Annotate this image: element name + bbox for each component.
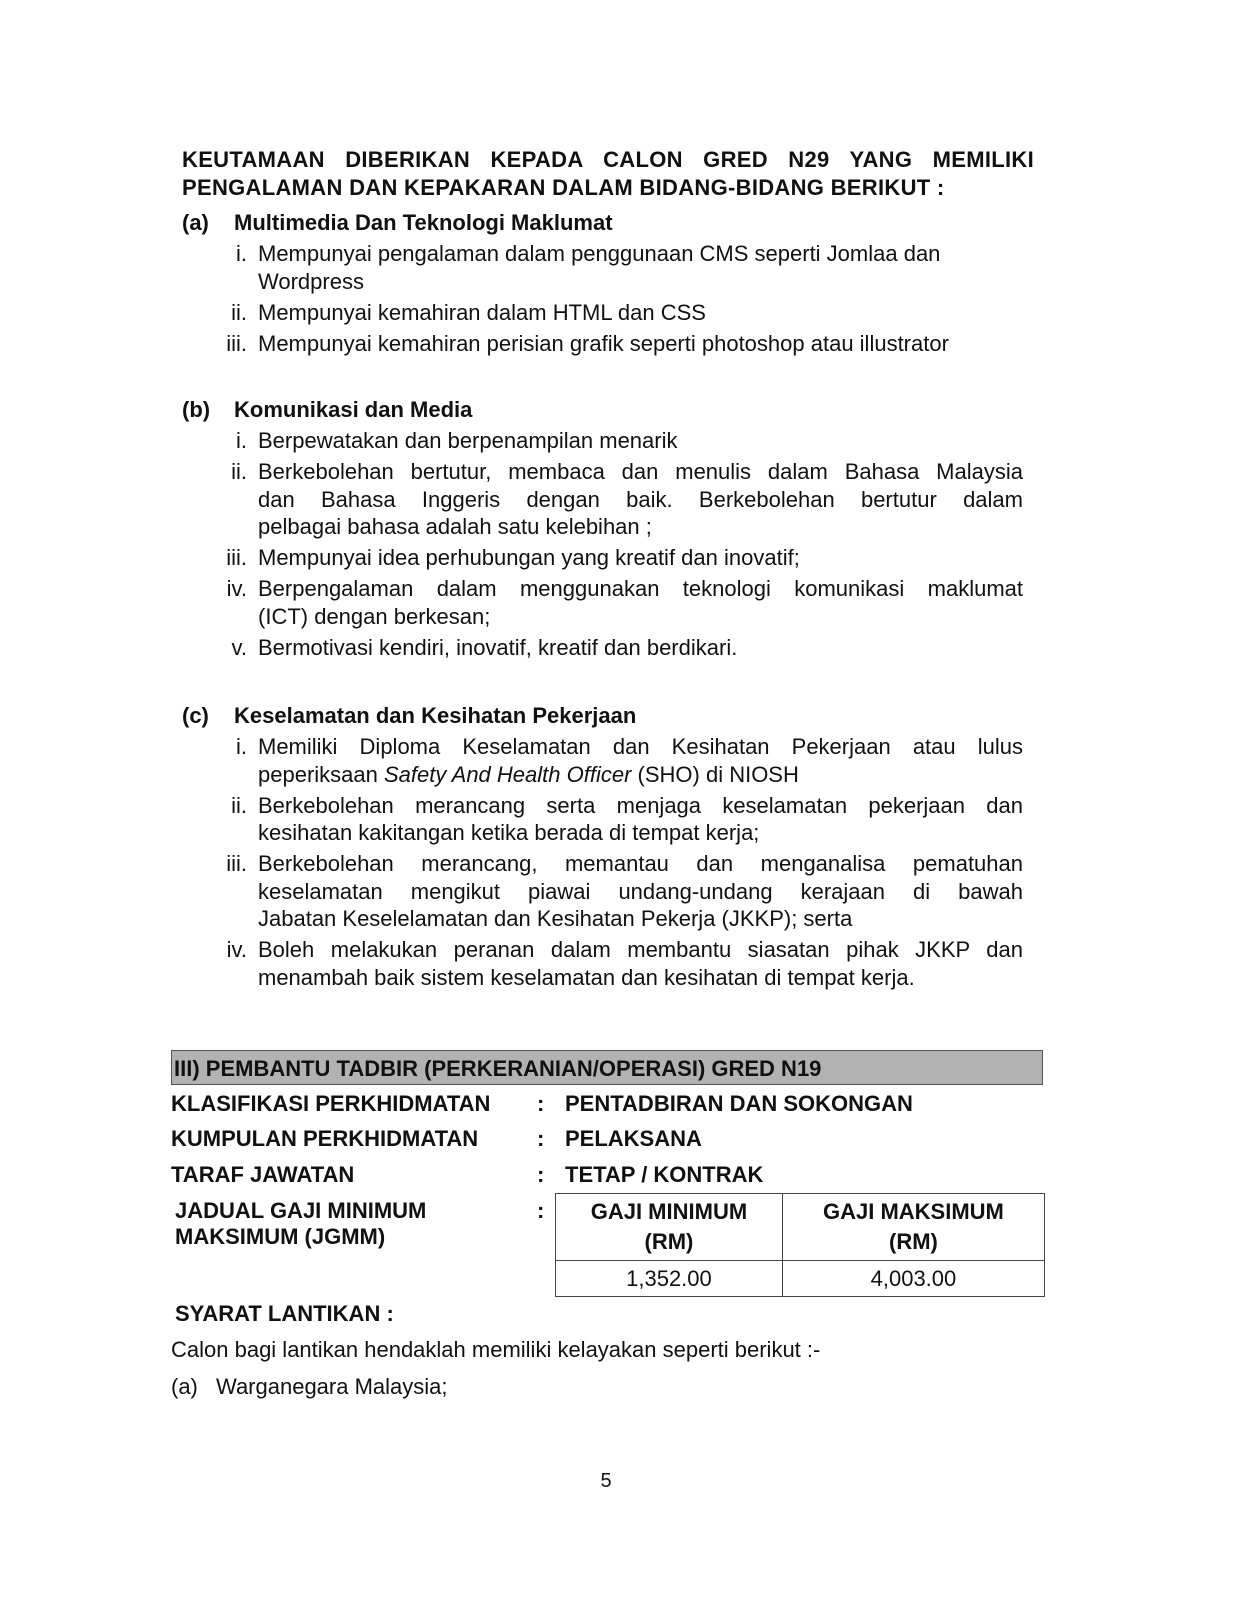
info-label: KLASIFIKASI PERKHIDMATAN [171,1091,491,1116]
item-text [258,936,1023,991]
min-salary-header [556,1194,783,1261]
item-text-line: pelbagai bahasa adalah satu kelebihan ; [258,514,652,539]
syarat-item [171,1374,448,1400]
info-label: KUMPULAN PERKHIDMATAN [171,1126,479,1151]
item-text-line: Boleh melakukan peranan dalam membantu siasatan pihak JKKP dan [258,937,1023,962]
item-numeral: i. [236,734,247,759]
salary-table [555,1193,1045,1297]
max-salary-header [782,1194,1044,1261]
header-line: GAJI MINIMUM [590,1199,748,1224]
list-item [182,240,1034,295]
item-text-line: Wordpress [258,268,364,294]
list-item [182,330,1034,358]
item-text-line: menambah baik sistem keselamatan dan kesihatan di tempat kerja. [258,964,915,990]
list-item [182,634,1034,662]
text-run: (SHO) di NIOSH [631,761,799,787]
list-item [182,427,1034,455]
list-item [182,936,1034,991]
item-text-line: Memiliki Diploma Keselamatan dan Kesihatan Pekerjaan atau lulus [258,734,1023,759]
item-text [258,299,1023,327]
jgmm-label-line: JADUAL GAJI MINIMUM [175,1198,427,1223]
item-text-line: Berkebolehan merancang serta menjaga keselamatan pekerjaan dan [258,792,1023,818]
item-numeral: i. [236,428,247,453]
colon: : [537,1198,545,1223]
item-numeral: ii. [231,299,247,325]
info-label: TARAF JAWATAN [171,1162,355,1187]
min-salary-value: 1,352.00 [556,1261,783,1297]
list-item [182,792,1034,847]
section-title-text: Multimedia Dan Teknologi Maklumat [234,210,613,235]
header-line: (RM) [644,1229,694,1254]
header-line: (RM) [889,1229,938,1254]
syarat-title: SYARAT LANTIKAN : [175,1301,394,1326]
item-numeral: ii. [231,459,247,484]
item-text-line: Bermotivasi kendiri, inovatif, kreatif dan berdikari. [258,634,738,660]
item-numeral: i. [236,241,247,266]
section-b [182,396,1034,661]
section-title-text: Komunikasi dan Media [234,397,473,422]
italic-text-run: Safety And Health Officer [383,761,632,787]
item-text-line: Berpewatakan dan berpenampilan menarik [258,428,678,453]
item-text [258,850,1023,933]
section-a [182,209,1034,357]
section-title [182,702,1034,730]
info-value: PELAKSANA [565,1126,702,1151]
item-numeral: iii. [226,330,247,356]
list-item [182,299,1034,327]
list-item [182,544,1034,572]
text-run: peperiksaan [258,761,384,787]
colon: : [537,1091,545,1116]
item-text [258,240,1023,295]
section-title-text: Keselamatan dan Kesihatan Pekerjaan [234,703,637,728]
item-text-line [258,761,1023,789]
item-text-line: Berkebolehan merancang, memantau dan menganalisa pematuhan [258,851,1023,876]
item-text-line: (ICT) dengan berkesan; [258,603,491,629]
page-number: 5 [600,1470,612,1492]
item-text-line: Berpengalaman dalam menggunakan teknologi komunikasi maklumat [258,576,1023,601]
max-salary-value: 4,003.00 [782,1261,1044,1297]
item-text [258,427,1023,455]
list-item [182,575,1034,630]
item-text-line: keselamatan mengikut piawai undang-undang kerajaan di bawah [258,878,1023,904]
item-numeral: iii. [226,851,247,876]
jgmm-label [175,1198,426,1250]
section-title [182,209,1034,237]
item-text-line: Mempunyai idea perhubungan yang kreatif dan inovatif; [258,545,800,570]
item-text [258,458,1023,541]
syarat-item-text: Warganegara Malaysia; [216,1374,448,1399]
item-text [258,544,1023,572]
item-text [258,575,1023,630]
item-numeral: v. [231,634,247,660]
section-c [182,702,1034,991]
header-line: GAJI MAKSIMUM [823,1199,1004,1224]
item-text [258,733,1023,788]
priority-heading [182,146,1034,201]
info-value: PENTADBIRAN DAN SOKONGAN [565,1091,913,1116]
item-numeral: ii. [231,792,247,818]
item-text [258,330,1023,358]
jgmm-label-line: MAKSIMUM (JGMM) [175,1224,386,1249]
section-letter: (b) [182,397,211,422]
item-numeral: iii. [226,545,247,570]
list-item [182,458,1034,541]
item-text-line: Mempunyai kemahiran dalam HTML dan CSS [258,299,706,325]
section-letter: (a) [182,210,209,235]
list-item [182,850,1034,933]
colon: : [537,1162,545,1187]
position-title-banner: III) PEMBANTU TADBIR (PERKERANIAN/OPERASI) GRED N19 [171,1050,1043,1085]
item-text-line: dan Bahasa Inggeris dengan baik. Berkebolehan bertutur dalam [258,486,1023,512]
item-text [258,792,1023,847]
item-numeral: iv. [226,937,247,962]
item-text-line: Mempunyai pengalaman dalam penggunaan CMS seperti Jomlaa dan [258,241,941,266]
item-text [258,634,1023,662]
item-text-line: kesihatan kakitangan ketika berada di tempat kerja; [258,820,760,845]
syarat-item-num: (a) [171,1374,198,1399]
heading-line: KEUTAMAAN DIBERIKAN KEPADA CALON GRED N29 YANG MEMILIKI [182,147,1034,172]
syarat-intro: Calon bagi lantikan hendaklah memiliki kelayakan seperti berikut :- [171,1337,821,1362]
item-text-line: Mempunyai kemahiran perisian grafik seperti photoshop atau illustrator [258,330,949,356]
item-text-line: Jabatan Keselelamatan dan Kesihatan Pekerja (JKKP); serta [258,906,853,931]
item-text-line: Berkebolehan bertutur, membaca dan menulis dalam Bahasa Malaysia [258,459,1023,484]
info-value: TETAP / KONTRAK [565,1162,764,1187]
colon: : [537,1126,545,1151]
item-numeral: iv. [226,576,247,601]
section-letter: (c) [182,703,209,728]
section-title [182,396,1034,424]
list-item [182,733,1034,788]
heading-line: PENGALAMAN DAN KEPAKARAN DALAM BIDANG-BIDANG BERIKUT : [182,174,945,200]
